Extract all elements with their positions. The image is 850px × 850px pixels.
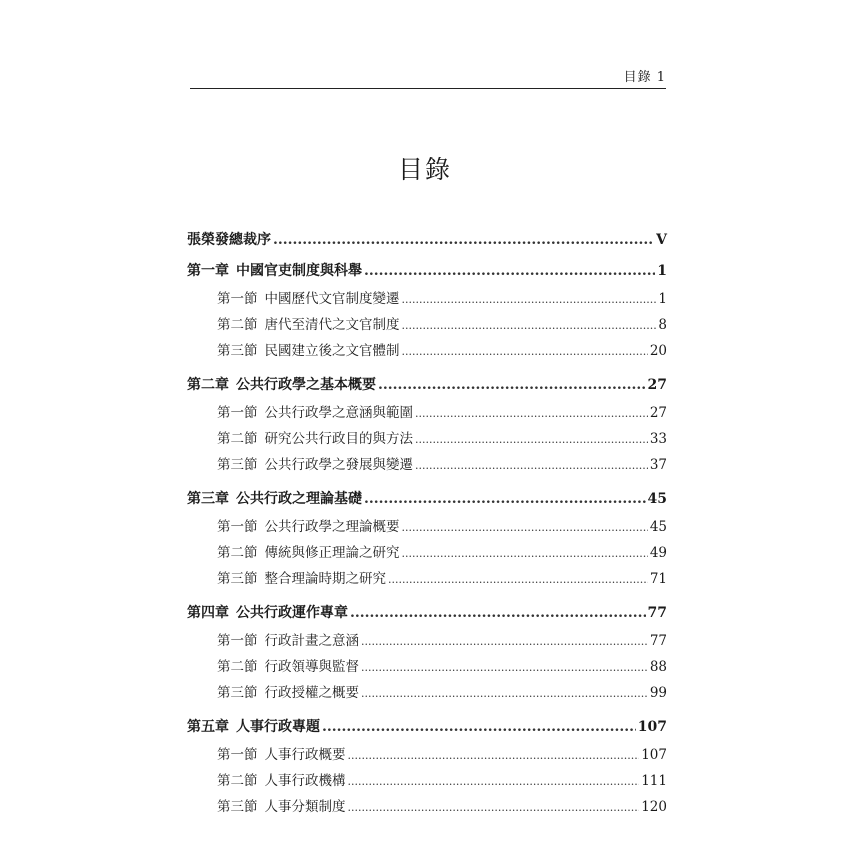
section-title: 人事行政概要	[264, 747, 346, 763]
page-title: 目錄	[397, 155, 452, 184]
page-number: 77	[649, 633, 667, 649]
dot-leader	[415, 401, 648, 427]
page-number: 107	[637, 719, 667, 735]
chapter-block	[187, 374, 667, 478]
chapter-title: 公共行政之理論基礎	[236, 491, 362, 507]
section-title: 中國歷代文官制度變遷	[264, 291, 400, 307]
page-number: 33	[649, 431, 667, 447]
toc-entry-chapter	[187, 602, 667, 624]
section-number: 第一節	[217, 747, 258, 763]
dot-leader	[350, 602, 646, 624]
preface-label: 張榮發總裁序	[187, 232, 271, 248]
page-number: V	[656, 232, 667, 248]
chapter-list	[187, 260, 667, 820]
dot-leader	[402, 287, 657, 313]
toc-entry-section	[187, 654, 667, 680]
page-number: 8	[658, 317, 667, 333]
section-number: 第三節	[217, 571, 258, 587]
chapter-number: 第二章	[187, 377, 229, 393]
page-number: 107	[641, 747, 667, 763]
page-number: 20	[649, 343, 667, 359]
toc-entry-section	[187, 286, 667, 312]
toc-entry-section	[187, 338, 667, 364]
toc-entry-section	[187, 566, 667, 592]
dot-leader	[378, 374, 646, 396]
page-number: 49	[649, 545, 667, 561]
dot-leader	[361, 629, 648, 655]
chapter-title: 人事行政專題	[236, 719, 320, 735]
toc-entry-preface	[187, 229, 667, 251]
dot-leader	[348, 795, 640, 821]
page-number: 1	[657, 263, 667, 279]
table-of-contents	[187, 229, 667, 830]
section-number: 第二節	[217, 773, 258, 789]
page-number: 120	[641, 799, 667, 815]
section-number: 第三節	[217, 457, 258, 473]
toc-entry-section	[187, 452, 667, 478]
section-number: 第一節	[217, 519, 258, 535]
section-title: 行政計畫之意涵	[264, 633, 359, 649]
chapter-number: 第一章	[187, 263, 229, 279]
section-title: 唐代至清代之文官制度	[264, 317, 400, 333]
dot-leader	[322, 716, 636, 738]
chapter-block	[187, 716, 667, 820]
page-number: 111	[641, 773, 667, 789]
toc-entry-chapter	[187, 374, 667, 396]
dot-leader	[402, 541, 648, 567]
section-number: 第一節	[217, 405, 258, 421]
header-rule	[190, 88, 666, 89]
dot-leader	[388, 567, 648, 593]
toc-entry-chapter	[187, 260, 667, 282]
page-number: 27	[647, 377, 667, 393]
page-header	[190, 64, 666, 89]
section-number: 第二節	[217, 317, 258, 333]
toc-entry-section	[187, 540, 667, 566]
dot-leader	[361, 681, 648, 707]
section-title: 公共行政學之意涵與範圍	[264, 405, 413, 421]
section-title: 公共行政學之理論概要	[264, 519, 400, 535]
toc-entry-section	[187, 680, 667, 706]
toc-entry-section	[187, 312, 667, 338]
section-title: 行政授權之概要	[264, 685, 359, 701]
dot-leader	[402, 515, 648, 541]
page-number: 45	[647, 491, 667, 507]
toc-entry-section	[187, 400, 667, 426]
section-number: 第一節	[217, 291, 258, 307]
page-number: 99	[649, 685, 667, 701]
section-title: 整合理論時期之研究	[264, 571, 386, 587]
page-number: 77	[647, 605, 667, 621]
toc-entry-section	[187, 426, 667, 452]
toc-entry-section	[187, 794, 667, 820]
section-title: 行政領導與監督	[264, 659, 359, 675]
running-head: 目錄 1	[623, 70, 666, 85]
chapter-number: 第五章	[187, 719, 229, 735]
dot-leader	[415, 453, 648, 479]
page-number: 1	[658, 291, 667, 307]
page-number: 88	[649, 659, 667, 675]
chapter-number: 第三章	[187, 491, 229, 507]
dot-leader	[348, 769, 640, 795]
section-title: 傳統與修正理論之研究	[264, 545, 400, 561]
dot-leader	[402, 339, 648, 365]
toc-entry-chapter	[187, 716, 667, 738]
section-number: 第三節	[217, 799, 258, 815]
dot-leader	[364, 488, 646, 510]
toc-entry-section	[187, 742, 667, 768]
toc-entry-section	[187, 768, 667, 794]
section-number: 第三節	[217, 343, 258, 359]
chapter-block	[187, 602, 667, 706]
dot-leader	[361, 655, 648, 681]
page-number: 45	[649, 519, 667, 535]
page-number: 27	[649, 405, 667, 421]
chapter-title: 公共行政學之基本概要	[236, 377, 376, 393]
chapter-block	[187, 488, 667, 592]
section-title: 研究公共行政目的與方法	[264, 431, 413, 447]
dot-leader	[402, 313, 657, 339]
chapter-title: 中國官吏制度與科舉	[236, 263, 362, 279]
dot-leader	[364, 260, 655, 282]
section-number: 第三節	[217, 685, 258, 701]
section-number: 第二節	[217, 659, 258, 675]
section-title: 公共行政學之發展與變遷	[264, 457, 413, 473]
toc-entry-section	[187, 628, 667, 654]
toc-entry-section	[187, 514, 667, 540]
dot-leader	[348, 743, 640, 769]
dot-leader	[273, 229, 654, 251]
section-title: 人事分類制度	[264, 799, 346, 815]
chapter-title: 公共行政運作專章	[236, 605, 348, 621]
section-number: 第一節	[217, 633, 258, 649]
page-number: 71	[649, 571, 667, 587]
chapter-block	[187, 260, 667, 364]
dot-leader	[415, 427, 648, 453]
section-number: 第二節	[217, 431, 258, 447]
section-title: 民國建立後之文官體制	[264, 343, 400, 359]
page-number: 37	[649, 457, 667, 473]
chapter-number: 第四章	[187, 605, 229, 621]
toc-entry-chapter	[187, 488, 667, 510]
section-number: 第二節	[217, 545, 258, 561]
section-title: 人事行政機構	[264, 773, 346, 789]
